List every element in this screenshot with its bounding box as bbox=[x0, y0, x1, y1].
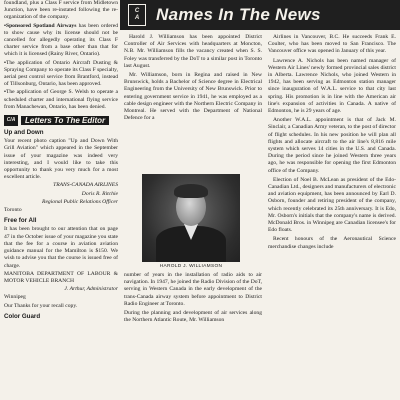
letters-header bbox=[4, 115, 118, 126]
letter-1-sig-city: Toronto bbox=[4, 207, 22, 214]
right-para-2: Lawrence A. Nichols has been named manager of Western Air Lines' newly formed provincial sales district in Alberta. Lawrence Nichols, who joined Western in 1942, has been serving as Edmonton station manager since inauguration of W.A.L. service to that city last spring. His promotion is in line with the American air line's expansion of activities in Canada. A native of Edmonton, he is 29 years of age. bbox=[268, 57, 396, 115]
middle-column-top bbox=[124, 34, 262, 124]
subhead-color-guard: Color Guard bbox=[4, 312, 41, 320]
letter-2-sig-city: Winnipeg bbox=[4, 294, 26, 301]
intro-paragraph: foundland, plus a Class F service from Midletown Junction, have been re-instated following the re-organization of the company. bbox=[4, 0, 118, 21]
portrait-photo bbox=[142, 174, 240, 262]
thanks-note: Our Thanks for your recall copy. bbox=[4, 302, 78, 309]
photo-caption: HAROLD J. WILLIAMSON bbox=[159, 264, 223, 269]
letter-1-sig-name: Doris R. Ritchie bbox=[81, 190, 118, 197]
letters-logo: C/A bbox=[4, 115, 18, 126]
right-column bbox=[268, 34, 396, 400]
williamson-para-4: During the planning and development of air services along the Northern Atlantic Route, Mr. Williamson bbox=[124, 310, 262, 324]
letter-2-sig-org: MANITOBA DEPARTMENT OF LABOUR & MOTOR VEHICLE BRANCH bbox=[4, 270, 118, 284]
left-column bbox=[4, 0, 118, 400]
news-item-3: •The application of George S. Welsh to operate a scheduled charter and international flying service from Manachewan, Ontario, has been denied. bbox=[4, 89, 118, 110]
letters-title: Letters To The Editor bbox=[21, 116, 109, 125]
right-para-1: Airlines in Vancouver, B.C. He succeeds Frank E. Coulter, who has been moved to San Francisco. The Vancouver office was opened in January of this year. bbox=[268, 34, 396, 55]
letter-2: It has been brought to our attention that on page 47 in the October issue of your magazine you state that the fee for a course in aviation aviation guidance manual for the Mamilton is $150. We wish to advise you that the course is issued free of charge. bbox=[4, 226, 118, 269]
letter-2-sig-name: J. Arthur, Administrator bbox=[64, 286, 118, 293]
right-para-3: Another W.A.L. appointment is that of Jack M. Sinclair, a Canadian Army veteran, to the post of director of flight schedules. In his new position he will plan all flights and allocate aircraft to the air line's 8,816 mile system which serves 14 cities in the U.S. and Canada. During the period since he joined Western three years ago, he was responsible for opening the first Edmonton office of the Company. bbox=[268, 117, 396, 174]
middle-column-bottom bbox=[124, 272, 262, 400]
letter-1: Your recent photo caption "Up and Down With Grill Aviation" which appeared in the September issue of your magazine was indeed very interesting, and I would like to take this opportunity to thank you very much for a most excellent article. bbox=[4, 138, 118, 181]
section-banner bbox=[120, 0, 400, 30]
section-title: Names In The News bbox=[156, 5, 321, 24]
letter-1-sig-title: Regional Public Relations Officer bbox=[42, 198, 118, 205]
right-para-4: Election of Noel B. McLean as president of the Edo-Canadian Ltd., designers and manufacturers of electronic and aviation equipment, has been announced by Earl D. Osborn, founder and retiring president of the company, which recently celebrated its 25th anniversary. It is Edo, Mr. Osborn's initials that the company's name is derived. McDonald Bros. in Winnipeg are Canadian licensee's for Edo floats. bbox=[268, 176, 396, 234]
letter-1-sig-org: TRANS-CANADA AIRLINES bbox=[53, 182, 118, 189]
williamson-para-3: number of years in the installation of radio aids to air navigation. In 1947, he joined the Radio Division of the DoT, serving in Western Canada in the early development of the trans-Canada airway system before appointment to District Radio Engineer at Toronto. bbox=[124, 272, 262, 307]
williamson-para-2: Mr. Williamson, born in Regina and raised in New Brunswick, holds a Bachelor of Science degree in Electrical Engineering from the University of New Brunswick. Prior to entering government service in 1941, he was employed as a cable design engineer with the Northern Electric Company in Montreal. He served with the Department of National Defence for a bbox=[124, 72, 262, 122]
williamson-para-1: Harold J. Williamson has been appointed District Controller of Air Services with headquarters at Moncton, N.B. Mr. Williamson fills the vacancy created when S. S. Foley was transferred by the DoT to a similar post in Toronto last August. bbox=[124, 34, 262, 69]
magazine-logo: C A bbox=[128, 4, 146, 26]
subhead-up-and-down: Up and Down bbox=[4, 129, 44, 137]
news-item-1: •Sponsored Spotland Airways has been ordered to show cause why its license should not be cancelled for allegedly operating its Class F charter service from a base other than that for which it is licensed (Rainy River, Ontario). bbox=[4, 22, 118, 58]
subhead-free-for-all: Free for All bbox=[4, 217, 37, 225]
right-para-5: Recent honours of the Aeronautical Science merchandise changes include bbox=[268, 236, 396, 250]
news-item-2: •The application of Ontario Aircraft Dusting & Spraying Company to operate its Class F specialty, aerial pest control service from Brantford, instead of Tillsonburg, Ontario, has been approved. bbox=[4, 59, 118, 88]
